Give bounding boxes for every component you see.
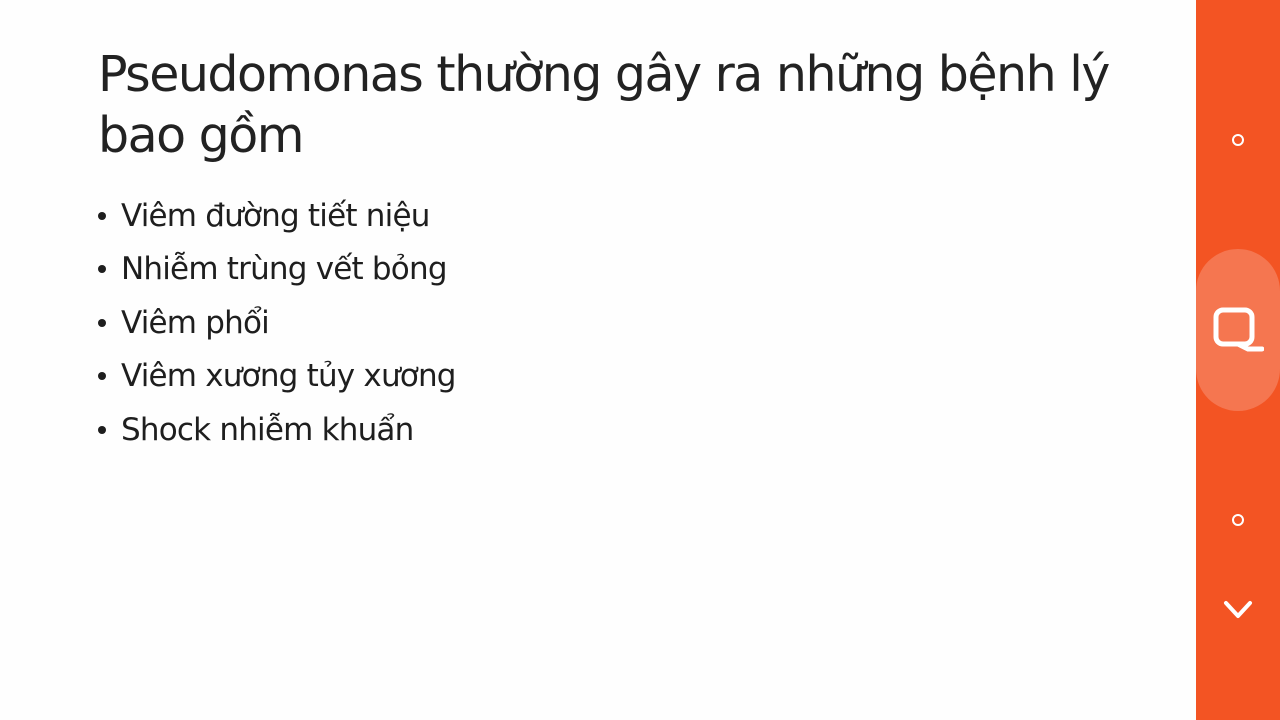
- bullet-dot-icon: [98, 212, 106, 220]
- bullet-text: Viêm phổi: [121, 304, 269, 341]
- speech-bubble-icon: [1212, 307, 1264, 353]
- chevron-down-icon: [1222, 599, 1254, 621]
- bullet-text: Viêm đường tiết niệu: [121, 197, 430, 234]
- bullet-item: [98, 189, 456, 243]
- lower-circle-button[interactable]: [1216, 498, 1260, 542]
- bullet-text: Nhiễm trùng vết bỏng: [121, 251, 447, 288]
- bullet-item: [98, 243, 456, 297]
- chat-button[interactable]: [1196, 249, 1280, 411]
- slide-title: Pseudomonas thường gây ra những bệnh lý bao gồm: [98, 46, 1109, 164]
- bullet-list: [98, 189, 456, 457]
- circle-icon: [1232, 514, 1244, 526]
- top-circle-button[interactable]: [1216, 118, 1260, 162]
- bullet-item: [98, 403, 456, 457]
- bullet-item: [98, 350, 456, 404]
- side-control-panel: [1196, 0, 1280, 720]
- bullet-dot-icon: [98, 426, 106, 434]
- bullet-text: Viêm xương tủy xương: [121, 358, 456, 395]
- bullet-dot-icon: [98, 265, 106, 273]
- bullet-item: [98, 296, 456, 350]
- bullet-dot-icon: [98, 319, 106, 327]
- bullet-text: Shock nhiễm khuẩn: [121, 411, 414, 448]
- collapse-button[interactable]: [1216, 588, 1260, 632]
- circle-icon: [1232, 134, 1244, 146]
- bullet-dot-icon: [98, 372, 106, 380]
